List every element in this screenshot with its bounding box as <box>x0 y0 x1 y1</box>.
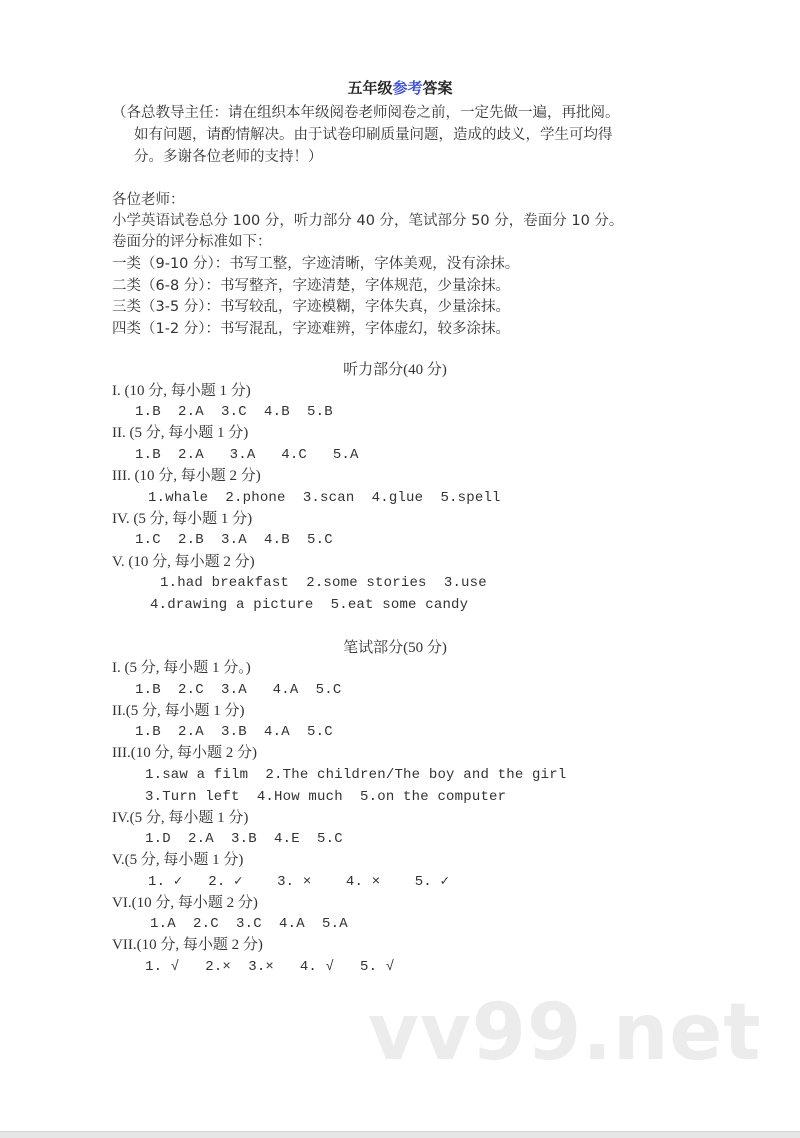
title-highlight: 参考 <box>392 79 423 97</box>
answer-line: 4.drawing a picture 5.eat some candy <box>150 597 469 613</box>
section-header: II.(5 分, 每小题 1 分) <box>112 703 245 719</box>
writing-heading: 笔试部分(50 分) <box>343 640 447 656</box>
note-line: 一类（9-10 分）：书写工整，字迹清晰，字体美观，没有涂抹。 <box>112 256 520 272</box>
section-header: V. (10 分, 每小题 2 分) <box>112 554 255 570</box>
answer-line: 1.whale 2.phone 3.scan 4.glue 5.spell <box>148 490 501 506</box>
listening-heading: 听力部分(40 分) <box>343 362 447 378</box>
note-line: 各位老师： <box>112 192 185 208</box>
watermark: vv99.net <box>368 988 762 1078</box>
section-header: V.(5 分, 每小题 1 分) <box>112 852 244 868</box>
section-header: I. (10 分, 每小题 1 分) <box>112 383 251 399</box>
section-header: II. (5 分, 每小题 1 分) <box>112 425 249 441</box>
section-header: I. (5 分, 每小题 1 分。) <box>112 660 251 676</box>
answer-line: 1.B 2.A 3.A 4.C 5.A <box>135 447 359 463</box>
answer-line: 1.C 2.B 3.A 4.B 5.C <box>135 532 333 548</box>
answer-line: 1.A 2.C 3.C 4.A 5.A <box>150 916 348 932</box>
intro-line: 如有问题，请酌情解决。由于试卷印刷质量问题，造成的歧义，学生可均得 <box>134 127 613 143</box>
answer-line: 1.B 2.A 3.C 4.B 5.B <box>135 404 333 420</box>
title-part: 答案 <box>422 79 453 97</box>
answer-line: 1. ✓ 2. ✓ 3. × 4. × 5. ✓ <box>148 874 450 890</box>
answer-line: 1.B 2.A 3.B 4.A 5.C <box>135 724 333 740</box>
title-part: 五年级 <box>347 79 393 97</box>
note-line: 三类（3-5 分）：书写较乱，字迹模糊，字体失真，少量涂抹。 <box>112 299 511 315</box>
section-header: IV. (5 分, 每小题 1 分) <box>112 511 253 527</box>
section-header: III. (10 分, 每小题 2 分) <box>112 468 261 484</box>
answer-line: 1.had breakfast 2.some stories 3.use <box>160 575 487 591</box>
section-header: VII.(10 分, 每小题 2 分) <box>112 937 263 953</box>
answer-line: 3.Turn left 4.How much 5.on the computer <box>145 789 507 805</box>
note-line: 小学英语试卷总分 100 分，听力部分 40 分，笔试部分 50 分，卷面分 10 分。 <box>112 213 624 229</box>
intro-line: （各总教导主任：请在组织本年级阅卷老师阅卷之前，一定先做一遍，再批阅。 <box>112 105 620 121</box>
note-line: 四类（1-2 分）：书写混乱，字迹难辨，字体虚幻，较多涂抹。 <box>112 321 511 337</box>
answer-line: 1.B 2.C 3.A 4.A 5.C <box>135 682 342 698</box>
page-title <box>0 78 800 98</box>
note-line: 二类（6-8 分）：书写整齐，字迹清楚，字体规范，少量涂抹。 <box>112 278 511 294</box>
section-header: IV.(5 分, 每小题 1 分) <box>112 810 249 826</box>
intro-line: 分。多谢各位老师的支持！） <box>134 149 323 165</box>
answer-line: 1.D 2.A 3.B 4.E 5.C <box>145 831 343 847</box>
section-header: III.(10 分, 每小题 2 分) <box>112 745 257 761</box>
section-header: VI.(10 分, 每小题 2 分) <box>112 895 258 911</box>
note-line: 卷面分的评分标准如下： <box>112 234 272 250</box>
answer-line: 1.saw a film 2.The children/The boy and the girl <box>145 767 567 783</box>
answer-line: 1. √ 2.× 3.× 4. √ 5. √ <box>145 959 395 975</box>
